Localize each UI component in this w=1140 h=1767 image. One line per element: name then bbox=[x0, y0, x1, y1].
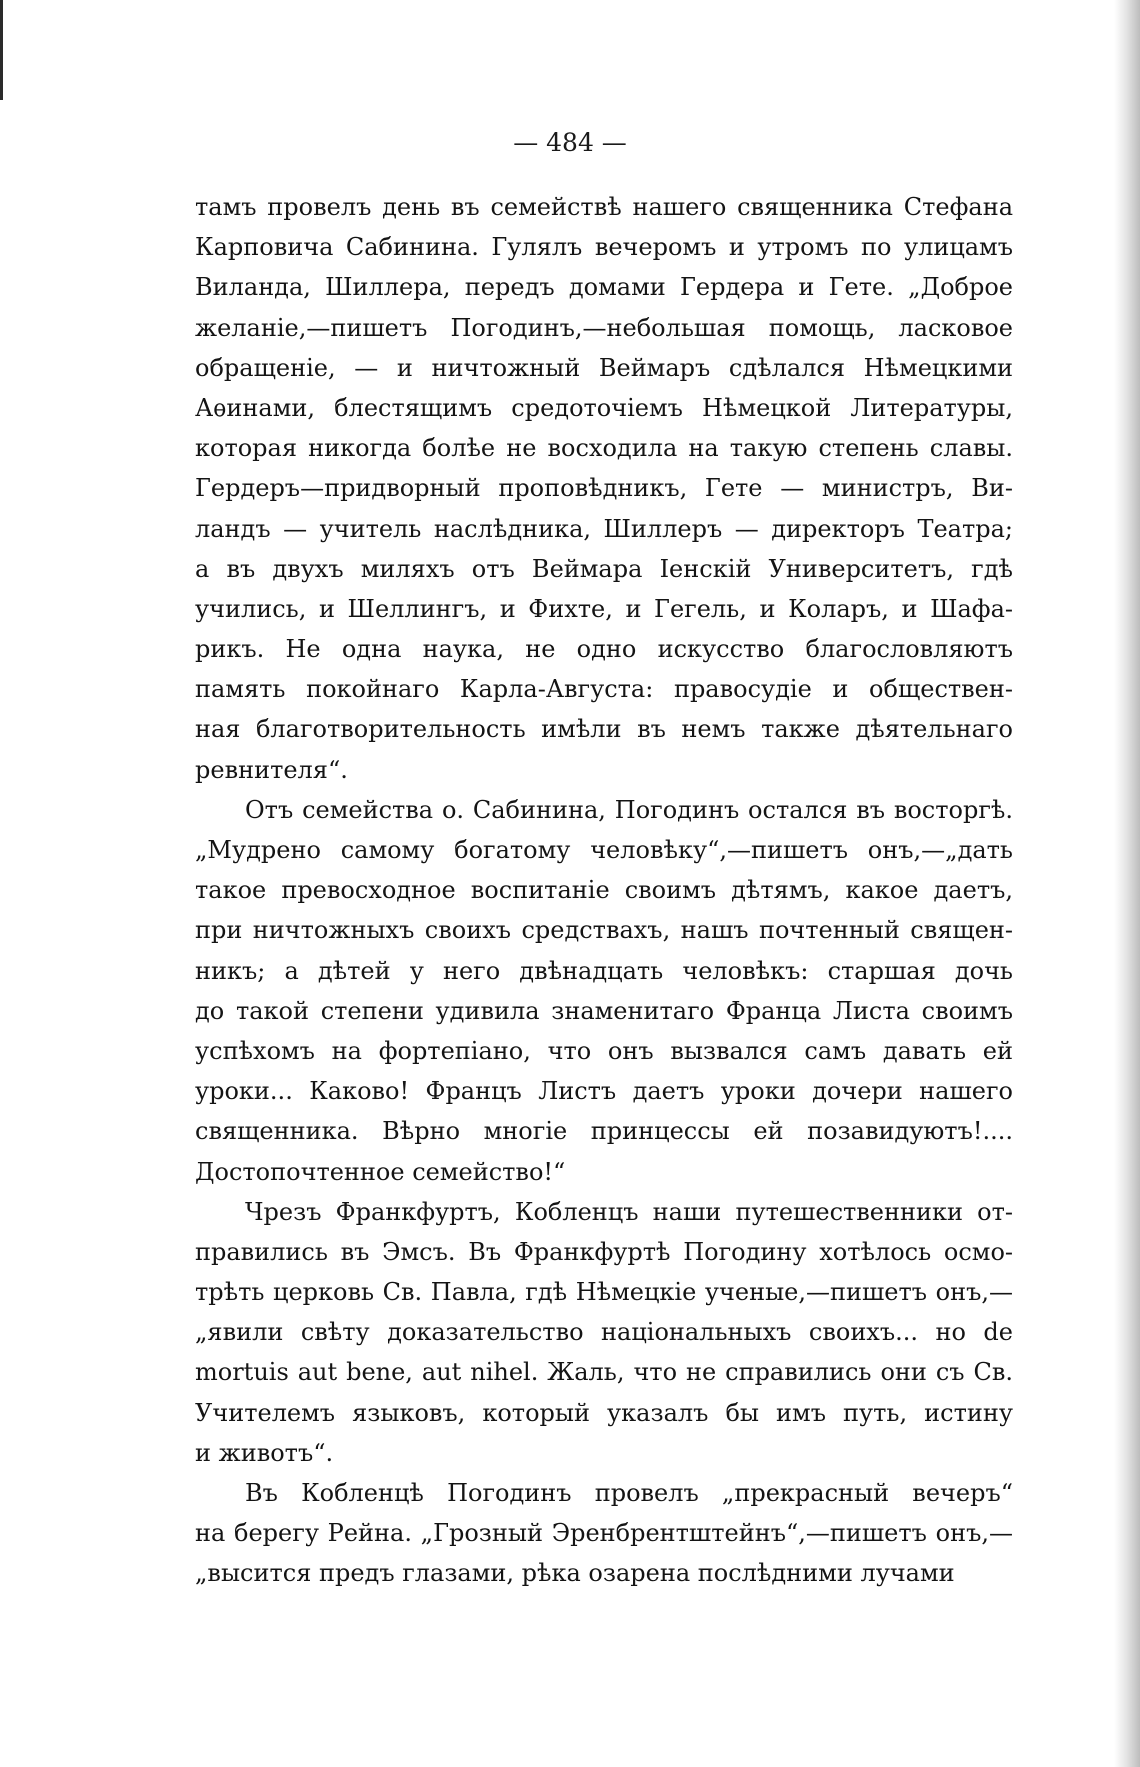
text-line: память покойнаго Карла-Августа: правосудіе и обществен- bbox=[195, 675, 1013, 704]
text-line: „высится предъ глазами, рѣка озарена послѣдними лучами bbox=[195, 1559, 955, 1588]
text-line: Отъ семейства о. Сабинина, Погодинъ остался въ восторгѣ. bbox=[245, 795, 1013, 824]
text-line: Учителемъ языковъ, который указалъ бы имъ путь, истину bbox=[195, 1398, 1013, 1427]
text-line: „явили свѣту доказательство національныхъ своихъ... но de bbox=[195, 1318, 1013, 1347]
text-line: которая никогда болѣе не восходила на такую степень славы. bbox=[195, 434, 1013, 463]
text-line: тамъ провелъ день въ семействѣ нашего священника Стефана bbox=[195, 193, 1013, 221]
paragraph bbox=[195, 790, 1013, 1192]
text-line: правились въ Эмсъ. Въ Франкфуртѣ Погодину хотѣлось осмо- bbox=[195, 1237, 1013, 1266]
text-line: Въ Кобленцѣ Погодинъ провелъ „прекрасный вечеръ“ bbox=[245, 1479, 1013, 1507]
text-line: учились, и Шеллингъ, и Фихте, и Гегель, и Коларъ, и Шафа- bbox=[195, 594, 1013, 623]
text-line: Карповича Сабинина. Гулялъ вечеромъ и утромъ по улицамъ bbox=[195, 233, 1013, 262]
text-line: ная благотворительность имѣли въ немъ также дѣятельнаго bbox=[195, 715, 1013, 744]
body-text bbox=[195, 187, 1013, 1594]
text-line: успѣхомъ на фортепіано, что онъ вызвался самъ давать ей bbox=[195, 1036, 1013, 1065]
page-number: — 484 — bbox=[513, 128, 627, 157]
text-line: Аѳинами, блестящимъ средоточіемъ Нѣмецкой Литературы, bbox=[195, 393, 1013, 422]
text-line: mortuis aut bene, aut nihel. Жаль, что не справились они съ Св. bbox=[195, 1358, 1013, 1387]
text-line: ландъ — учитель наслѣдника, Шиллеръ — директоръ Театра; bbox=[195, 514, 1013, 543]
text-line: а въ двухъ миляхъ отъ Веймара Іенскій Университетъ, гдѣ bbox=[195, 554, 1013, 583]
text-line: на берегу Рейна. „Грозный Эренбрентштейнъ“,—пишетъ онъ,— bbox=[195, 1519, 1013, 1548]
text-line: Виланда, Шиллера, передъ домами Гердера и Гете. „Доброе bbox=[195, 273, 1013, 302]
text-line: трѣть церковь Св. Павла, гдѣ Нѣмецкіе ученые,—пишетъ онъ,— bbox=[195, 1278, 1013, 1307]
text-line: никъ; а дѣтей у него двѣнадцать человѣкъ: старшая дочь bbox=[195, 956, 1013, 985]
scan-edge-right bbox=[1114, 0, 1140, 1767]
paragraph bbox=[195, 1473, 1013, 1594]
text-line: при ничтожныхъ своихъ средствахъ, нашъ почтенный священ- bbox=[195, 916, 1013, 945]
paragraph bbox=[195, 1192, 1013, 1473]
text-line: ревнителя“. bbox=[195, 755, 348, 784]
text-line: „Мудрено самому богатому человѣку“,—пишетъ онъ,—„дать bbox=[195, 836, 1013, 864]
text-line: желаніе,—пишетъ Погодинъ,—небольшая помощь, ласковое bbox=[195, 313, 1013, 342]
text-line: обращеніе, — и ничтожный Веймаръ сдѣлался Нѣмецкими bbox=[195, 353, 1013, 382]
text-line: рикъ. Не одна наука, не одно искусство благословляютъ bbox=[195, 635, 1013, 664]
text-line: уроки... Каково! Францъ Листъ даетъ уроки дочери нашего bbox=[195, 1077, 1013, 1106]
text-line: и животъ“. bbox=[195, 1438, 334, 1467]
text-line: священника. Вѣрно многіе принцессы ей позавидуютъ!.... bbox=[195, 1117, 1013, 1146]
scan-edge-left bbox=[0, 0, 3, 100]
paragraph bbox=[195, 187, 1013, 790]
text-line: такое превосходное воспитаніе своимъ дѣтямъ, какое даетъ, bbox=[195, 876, 1013, 905]
text-line: Гердеръ—придворный проповѣдникъ, Гете — министръ, Ви- bbox=[195, 474, 1013, 503]
text-line: до такой степени удивила знаменитаго Франца Листа своимъ bbox=[195, 996, 1013, 1025]
text-line: Достопочтенное семейство!“ bbox=[195, 1157, 566, 1186]
text-line: Чрезъ Франкфуртъ, Кобленцъ наши путешественники от- bbox=[245, 1197, 1013, 1226]
